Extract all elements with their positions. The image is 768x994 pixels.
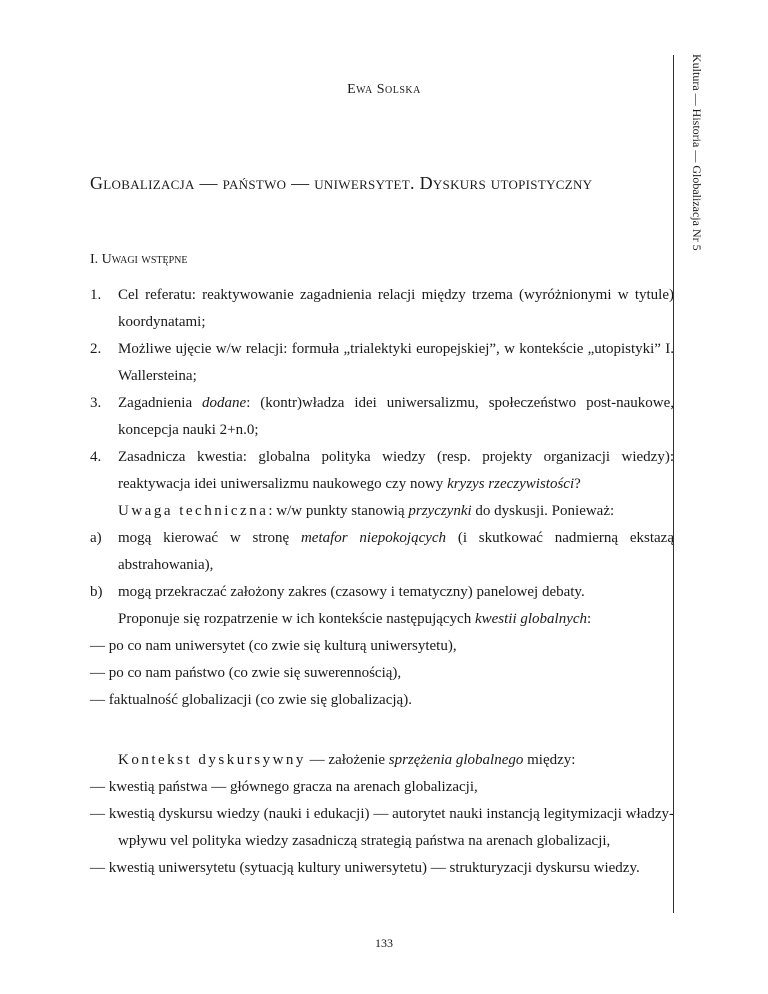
list-item-number: 4. [90,449,102,465]
list-item [90,444,674,498]
section-heading: I. Uwagi wstępne [90,252,188,267]
list-item [90,282,674,336]
context-line: — kwestią dyskursu wiedzy (nauki i edukacji) — autorytet nauki instancją legitymizacji władzy-wpływu vel polityka wiedzy zasadniczą strategią państwa na arenach globalizacji, [90,806,674,849]
list-item-number: 1. [90,287,102,303]
context-line: — kwestią uniwersytetu (sytuacją kultury uniwersytetu) — strukturyzacji dyskursu wiedzy. [90,860,640,876]
list-item-text: Zasadnicza kwestia: globalna polityka wiedzy (resp. projekty organizacji wiedzy): reaktywacja idei uniwersalizmu naukowego czy nowy kryzys rzeczywistości? [118,449,674,492]
context-line: — kwestią państwa — głównego gracza na arenach globalizacji, [90,779,478,795]
list-item-text: Zagadnienia dodane: (kontr)władza idei uniwersalizmu, społeczeństwo post-naukowe, koncepcja nauki 2+n.0; [118,395,674,438]
list-item [90,390,674,444]
technical-note: Uwaga techniczna: w/w punkty stanowią przyczynki do dyskusji. Ponieważ: [118,503,615,519]
question-line: — po co nam państwo (co zwie się suwerennością), [90,665,402,681]
sub-list-item-letter: a) [90,530,102,546]
context-paragraph: Kontekst dyskursywny — założenie sprzężenia globalnego między: [118,752,576,768]
list-item [90,336,674,390]
author-name: Ewa Solska [347,82,421,97]
sub-list-item-text: mogą przekraczać założony zakres (czasowy i tematyczny) panelowej debaty. [118,584,585,600]
list-item-text: Cel referatu: reaktywowanie zagadnienia relacji między trzema (wyróżnionymi w tytule) koordynatami; [118,287,674,330]
sub-list-item [90,525,674,579]
page-number: 133 [375,936,393,950]
journal-running-title: Kultura — Historia — Globalizacja Nr 5 [690,54,704,251]
note-label: Uwaga techniczna [118,503,269,519]
emphasis: sprzężenia globalnego [388,752,524,768]
question-line: — po co nam uniwersytet (co zwie się kulturą uniwersytetu), [90,638,457,654]
emphasis: metafor niepokojących [300,530,447,546]
proposal-paragraph: Proponuje się rozpatrzenie w ich kontekście następujących kwestii globalnych: [118,611,592,627]
list-item-number: 3. [90,395,102,411]
question-line: — faktualność globalizacji (co zwie się globalizacją). [90,692,412,708]
list-item-text: Możliwe ujęcie w/w relacji: formuła „trialektyki europejskiej”, w kontekście „utopistyki” I. Wallersteina; [118,341,674,384]
emphasis: przyczynki [408,503,472,519]
list-item-number: 2. [90,341,102,357]
body-text [90,282,674,882]
sub-list-item-text: mogą kierować w stronę metafor niepokojących (i skutkować nadmierną ekstazą abstrahowania), [118,530,674,573]
emphasis: kryzys rzeczywistości [447,476,575,492]
context-label: Kontekst dyskursywny [118,752,306,768]
emphasis: kwestii globalnych [474,611,588,627]
emphasis: dodane [202,395,247,411]
sub-list-item-letter: b) [90,584,103,600]
paper-title: Globalizacja — państwo — uniwersytet. Dyskurs utopistyczny [90,173,593,193]
sub-list-item [90,579,674,606]
